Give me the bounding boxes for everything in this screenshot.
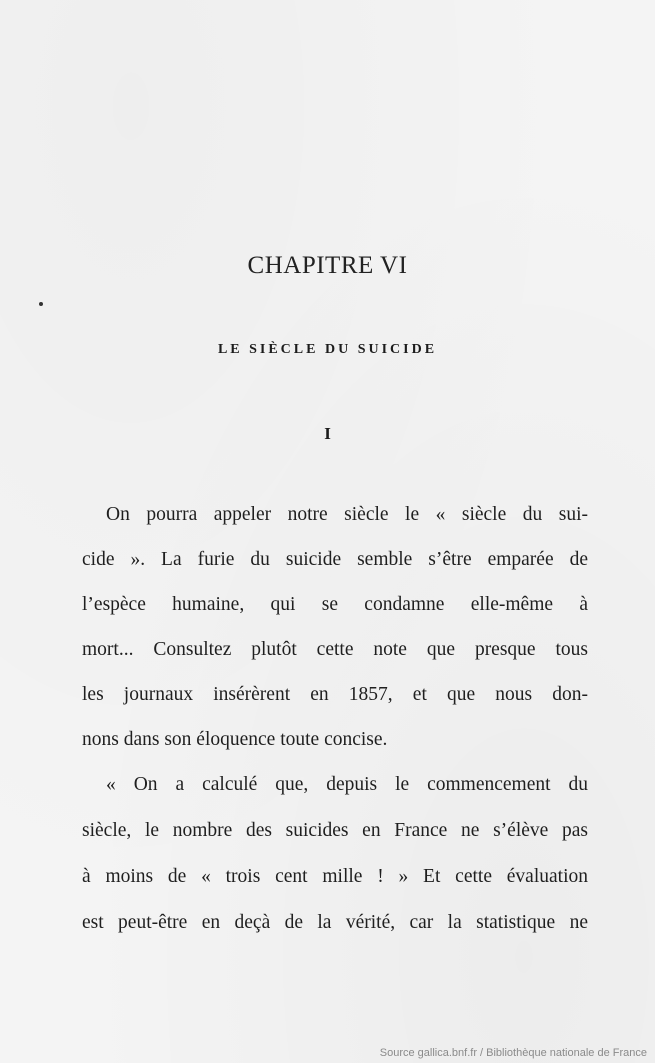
text-line: à moins de « trois cent mille ! » Et cette évaluation xyxy=(82,866,588,887)
text-line: est peut-être en deçà de la vérité, car la statistique ne xyxy=(82,912,588,933)
text-line: nons dans son éloquence toute concise. xyxy=(82,729,388,750)
text-line: cide ». La furie du suicide semble s’être emparée de xyxy=(82,549,588,570)
chapter-title: CHAPITRE VI xyxy=(247,252,408,279)
text-line: l’espèce humaine, qui se condamne elle-même à xyxy=(82,594,588,615)
ink-speck xyxy=(39,302,43,306)
text-line: siècle, le nombre des suicides en France ne s’élève pas xyxy=(82,820,588,841)
source-credit: Source gallica.bnf.fr / Bibliothèque nationale de France xyxy=(379,1047,647,1059)
text-line: les journaux insérèrent en 1857, et que nous don- xyxy=(82,684,588,705)
section-number: I xyxy=(324,424,331,443)
text-line: mort... Consultez plutôt cette note que presque tous xyxy=(82,639,588,660)
text-line: « On a calculé que, depuis le commencement du xyxy=(106,774,588,795)
text-line: On pourra appeler notre siècle le « siècle du sui- xyxy=(106,504,588,525)
chapter-subtitle: LE SIÈCLE DU SUICIDE xyxy=(217,342,438,357)
